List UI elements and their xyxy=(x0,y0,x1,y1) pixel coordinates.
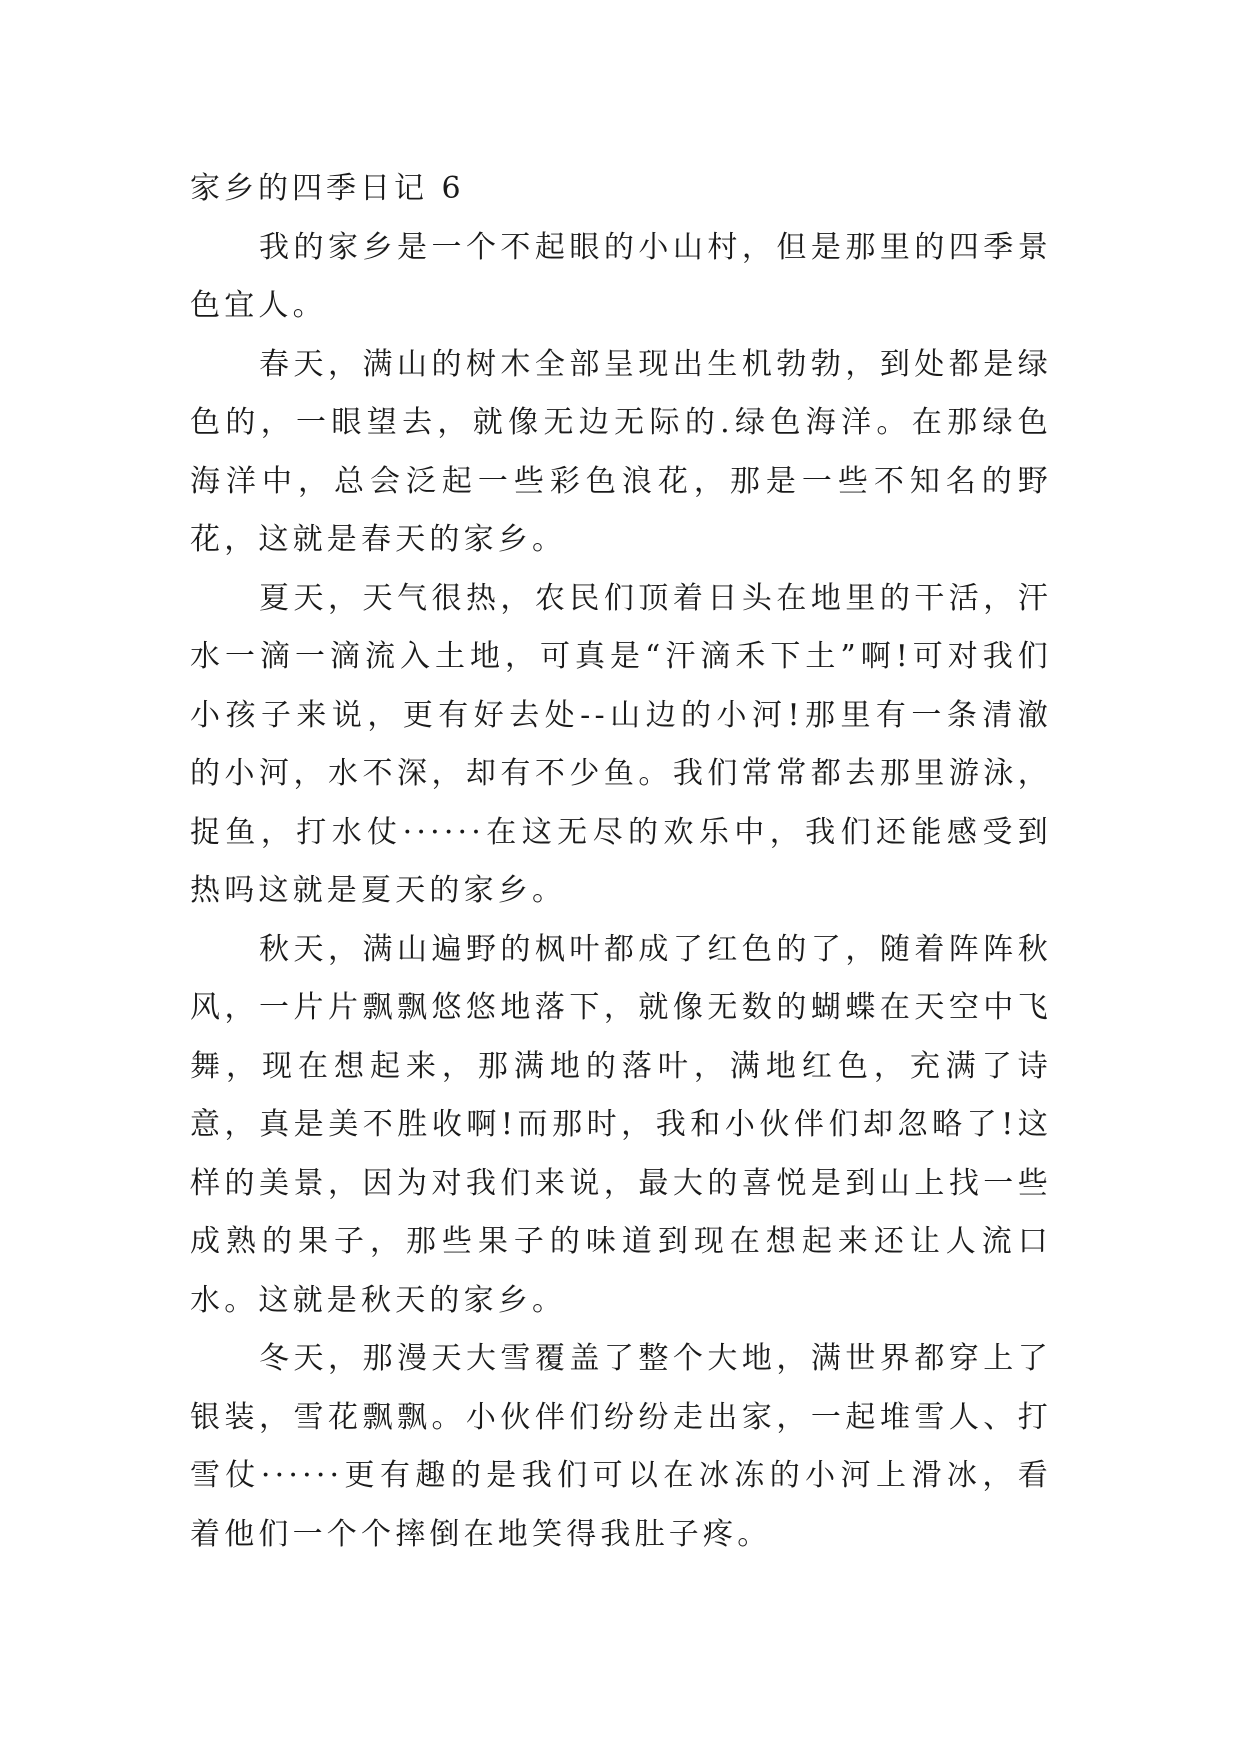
document-title: 家乡的四季日记 6 xyxy=(190,171,465,206)
paragraph-autumn: 秋天，满山遍野的枫叶都成了红色的了，随着阵阵秋风，一片片飘飘悠悠地落下，就像无数的蝴蝶在天空中飞舞，现在想起来，那满地的落叶，满地红色，充满了诗意，真是美不胜收啊!而那时，我和小伙伴们却忽略了!这样的美景，因为对我们来说，最大的喜悦是到山上找一些成熟的果子，那些果子的味道到现在想起来还让人流口水。这就是秋天的家乡。 xyxy=(190,931,1052,1318)
paragraph-winter: 冬天，那漫天大雪覆盖了整个大地，满世界都穿上了银装，雪花飘飘。小伙伴们纷纷走出家，一起堆雪人、打雪仗······更有趣的是我们可以在冰冻的小河上滑冰，看着他们一个个摔倒在地笑得我肚子疼。 xyxy=(190,1341,1052,1552)
paragraph-intro: 我的家乡是一个不起眼的小山村，但是那里的四季景色宜人。 xyxy=(190,229,1052,323)
document-body xyxy=(190,160,1052,1564)
paragraph-summer: 夏天，天气很热，农民们顶着日头在地里的干活，汗水一滴一滴流入土地，可真是“汗滴禾下土”啊!可对我们小孩子来说，更有好去处--山边的小河!那里有一条清澈的小河，水不深，却有不少鱼。我们常常都去那里游泳，捉鱼，打水仗······在这无尽的欢乐中，我们还能感受到热吗这就是夏天的家乡。 xyxy=(190,580,1052,908)
paragraph-spring: 春天，满山的树木全部呈现出生机勃勃，到处都是绿色的，一眼望去，就像无边无际的.绿色海洋。在那绿色海洋中，总会泛起一些彩色浪花，那是一些不知名的野花，这就是春天的家乡。 xyxy=(190,346,1052,557)
